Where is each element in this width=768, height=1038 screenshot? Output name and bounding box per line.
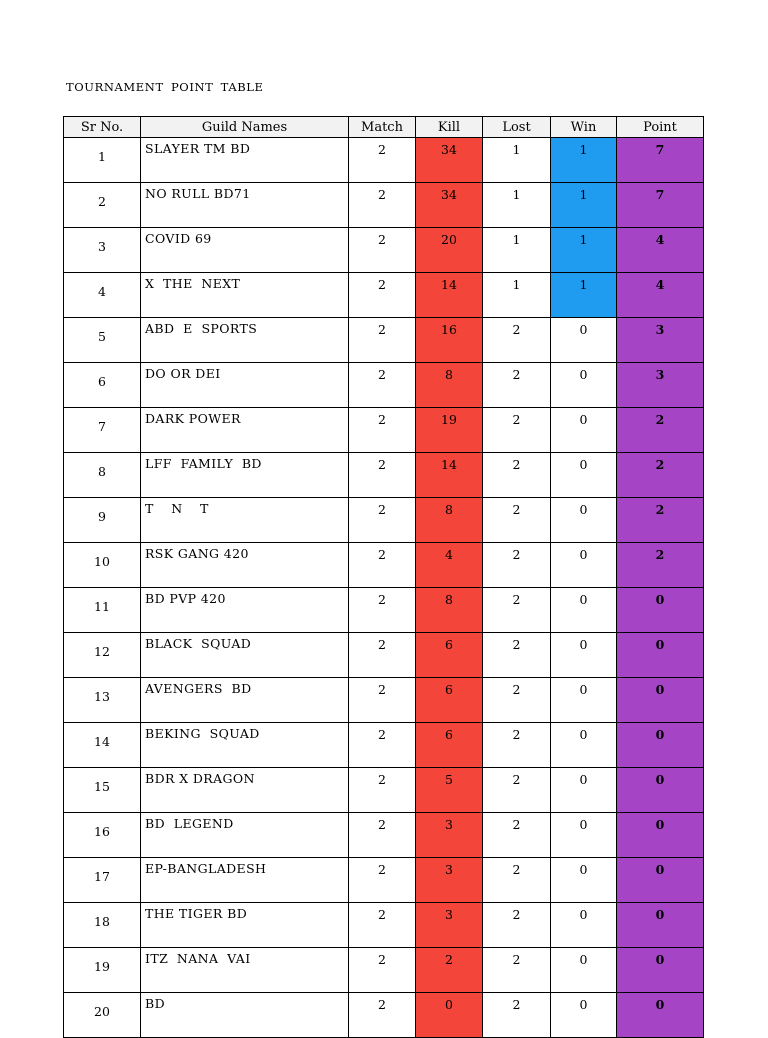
guild-name-cell: LFF FAMILY BD [141, 453, 349, 498]
win-cell: 0 [551, 633, 617, 678]
win-cell: 0 [551, 543, 617, 588]
sr-cell: 3 [64, 228, 141, 273]
guild-name-cell: AVENGERS BD [141, 678, 349, 723]
sr-cell: 15 [64, 768, 141, 813]
match-cell: 2 [349, 723, 416, 768]
point-cell: 0 [617, 993, 704, 1038]
match-cell: 2 [349, 318, 416, 363]
lost-cell: 2 [483, 588, 551, 633]
point-cell: 7 [617, 138, 704, 183]
lost-cell: 1 [483, 138, 551, 183]
table-row [64, 228, 704, 273]
sr-cell: 19 [64, 948, 141, 993]
point-cell: 0 [617, 678, 704, 723]
table-row [64, 588, 704, 633]
table-row [64, 138, 704, 183]
header-match: Match [349, 117, 416, 138]
match-cell: 2 [349, 498, 416, 543]
point-cell: 2 [617, 543, 704, 588]
table-row [64, 903, 704, 948]
guild-name-cell: ABD E SPORTS [141, 318, 349, 363]
win-cell: 0 [551, 948, 617, 993]
match-cell: 2 [349, 813, 416, 858]
match-cell: 2 [349, 678, 416, 723]
win-cell: 0 [551, 858, 617, 903]
lost-cell: 1 [483, 228, 551, 273]
win-cell: 0 [551, 408, 617, 453]
table-row [64, 633, 704, 678]
point-cell: 0 [617, 813, 704, 858]
match-cell: 2 [349, 138, 416, 183]
win-cell: 0 [551, 318, 617, 363]
sr-cell: 11 [64, 588, 141, 633]
win-cell: 1 [551, 228, 617, 273]
point-cell: 0 [617, 858, 704, 903]
win-cell: 1 [551, 273, 617, 318]
point-cell: 4 [617, 228, 704, 273]
match-cell: 2 [349, 408, 416, 453]
table-row [64, 768, 704, 813]
match-cell: 2 [349, 228, 416, 273]
kill-cell: 3 [416, 858, 483, 903]
table-row [64, 813, 704, 858]
match-cell: 2 [349, 183, 416, 228]
kill-cell: 4 [416, 543, 483, 588]
guild-name-cell: SLAYER TM BD [141, 138, 349, 183]
lost-cell: 2 [483, 858, 551, 903]
lost-cell: 2 [483, 408, 551, 453]
sr-cell: 5 [64, 318, 141, 363]
table-row [64, 993, 704, 1038]
guild-name-cell: BD [141, 993, 349, 1038]
lost-cell: 2 [483, 903, 551, 948]
kill-cell: 16 [416, 318, 483, 363]
sr-cell: 12 [64, 633, 141, 678]
match-cell: 2 [349, 588, 416, 633]
win-cell: 0 [551, 993, 617, 1038]
lost-cell: 2 [483, 498, 551, 543]
kill-cell: 34 [416, 183, 483, 228]
guild-name-cell: T N T [141, 498, 349, 543]
sr-cell: 13 [64, 678, 141, 723]
guild-name-cell: BEKING SQUAD [141, 723, 349, 768]
point-cell: 2 [617, 498, 704, 543]
header-lost: Lost [483, 117, 551, 138]
table-row [64, 408, 704, 453]
kill-cell: 8 [416, 588, 483, 633]
win-cell: 1 [551, 183, 617, 228]
sr-cell: 1 [64, 138, 141, 183]
point-table [63, 116, 704, 1038]
table-row [64, 183, 704, 228]
kill-cell: 8 [416, 363, 483, 408]
win-cell: 0 [551, 363, 617, 408]
point-cell: 0 [617, 903, 704, 948]
lost-cell: 2 [483, 678, 551, 723]
guild-name-cell: COVID 69 [141, 228, 349, 273]
kill-cell: 14 [416, 453, 483, 498]
win-cell: 1 [551, 138, 617, 183]
kill-cell: 6 [416, 678, 483, 723]
kill-cell: 6 [416, 633, 483, 678]
table-row [64, 453, 704, 498]
point-cell: 0 [617, 723, 704, 768]
table-row [64, 498, 704, 543]
guild-name-cell: BDR X DRAGON [141, 768, 349, 813]
table-row [64, 543, 704, 588]
lost-cell: 2 [483, 723, 551, 768]
table-row [64, 858, 704, 903]
guild-name-cell: BD PVP 420 [141, 588, 349, 633]
sr-cell: 18 [64, 903, 141, 948]
sr-cell: 14 [64, 723, 141, 768]
header-point: Point [617, 117, 704, 138]
header-win: Win [551, 117, 617, 138]
table-header-row [64, 117, 704, 138]
guild-name-cell: THE TIGER BD [141, 903, 349, 948]
win-cell: 0 [551, 453, 617, 498]
header-kill: Kill [416, 117, 483, 138]
document-title: TOURNAMENT POINT TABLE [66, 80, 264, 94]
sr-cell: 6 [64, 363, 141, 408]
lost-cell: 2 [483, 768, 551, 813]
sr-cell: 16 [64, 813, 141, 858]
win-cell: 0 [551, 498, 617, 543]
win-cell: 0 [551, 588, 617, 633]
guild-name-cell: NO RULL BD71 [141, 183, 349, 228]
win-cell: 0 [551, 768, 617, 813]
match-cell: 2 [349, 273, 416, 318]
win-cell: 0 [551, 903, 617, 948]
guild-name-cell: RSK GANG 420 [141, 543, 349, 588]
kill-cell: 34 [416, 138, 483, 183]
kill-cell: 2 [416, 948, 483, 993]
point-cell: 0 [617, 588, 704, 633]
point-cell: 7 [617, 183, 704, 228]
table-row [64, 363, 704, 408]
point-cell: 0 [617, 768, 704, 813]
table-row [64, 678, 704, 723]
guild-name-cell: DARK POWER [141, 408, 349, 453]
kill-cell: 5 [416, 768, 483, 813]
lost-cell: 2 [483, 453, 551, 498]
match-cell: 2 [349, 903, 416, 948]
sr-cell: 10 [64, 543, 141, 588]
guild-name-cell: X THE NEXT [141, 273, 349, 318]
lost-cell: 2 [483, 813, 551, 858]
kill-cell: 8 [416, 498, 483, 543]
kill-cell: 0 [416, 993, 483, 1038]
match-cell: 2 [349, 453, 416, 498]
guild-name-cell: DO OR DEI [141, 363, 349, 408]
match-cell: 2 [349, 768, 416, 813]
table-row [64, 318, 704, 363]
sr-cell: 20 [64, 993, 141, 1038]
guild-name-cell: BLACK SQUAD [141, 633, 349, 678]
kill-cell: 14 [416, 273, 483, 318]
win-cell: 0 [551, 678, 617, 723]
lost-cell: 2 [483, 318, 551, 363]
kill-cell: 3 [416, 903, 483, 948]
win-cell: 0 [551, 813, 617, 858]
header-sr-no: Sr No. [64, 117, 141, 138]
sr-cell: 9 [64, 498, 141, 543]
lost-cell: 2 [483, 948, 551, 993]
win-cell: 0 [551, 723, 617, 768]
kill-cell: 3 [416, 813, 483, 858]
point-cell: 4 [617, 273, 704, 318]
match-cell: 2 [349, 948, 416, 993]
guild-name-cell: BD LEGEND [141, 813, 349, 858]
point-cell: 2 [617, 408, 704, 453]
point-cell: 2 [617, 453, 704, 498]
point-cell: 3 [617, 363, 704, 408]
table-row [64, 723, 704, 768]
sr-cell: 7 [64, 408, 141, 453]
kill-cell: 20 [416, 228, 483, 273]
table-row [64, 273, 704, 318]
sr-cell: 4 [64, 273, 141, 318]
guild-name-cell: ITZ NANA VAI [141, 948, 349, 993]
sr-cell: 8 [64, 453, 141, 498]
lost-cell: 1 [483, 273, 551, 318]
point-cell: 3 [617, 318, 704, 363]
kill-cell: 19 [416, 408, 483, 453]
match-cell: 2 [349, 858, 416, 903]
table-body [64, 138, 704, 1038]
lost-cell: 2 [483, 363, 551, 408]
lost-cell: 1 [483, 183, 551, 228]
point-cell: 0 [617, 948, 704, 993]
match-cell: 2 [349, 543, 416, 588]
header-guild-names: Guild Names [141, 117, 349, 138]
sr-cell: 17 [64, 858, 141, 903]
sr-cell: 2 [64, 183, 141, 228]
match-cell: 2 [349, 363, 416, 408]
table-row [64, 948, 704, 993]
lost-cell: 2 [483, 633, 551, 678]
kill-cell: 6 [416, 723, 483, 768]
match-cell: 2 [349, 993, 416, 1038]
lost-cell: 2 [483, 543, 551, 588]
guild-name-cell: EP-BANGLADESH [141, 858, 349, 903]
lost-cell: 2 [483, 993, 551, 1038]
match-cell: 2 [349, 633, 416, 678]
point-cell: 0 [617, 633, 704, 678]
